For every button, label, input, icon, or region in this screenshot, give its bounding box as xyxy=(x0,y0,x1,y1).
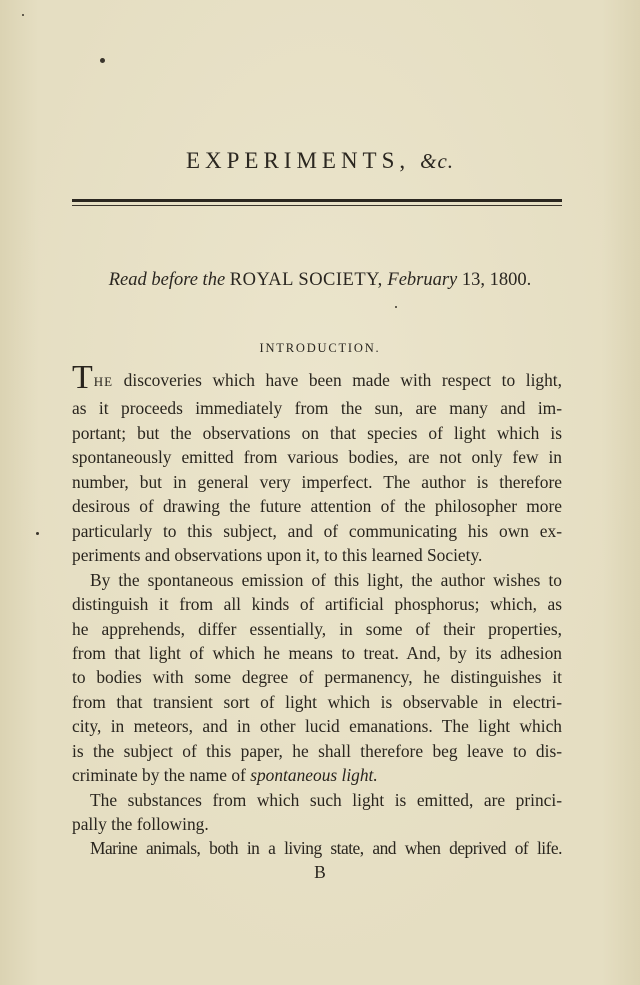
text-line: By the spontaneous emission of this light, the author wishes to xyxy=(90,570,562,590)
text-line: pally the following. xyxy=(72,814,209,834)
line-text: criminate by the name of xyxy=(72,765,246,785)
heading-rule-thick xyxy=(72,199,562,202)
drop-cap: T xyxy=(72,359,93,396)
text-line: portant; but the observations on that species of light which is xyxy=(72,423,562,443)
text-line: from that transient sort of light which is observable in electri- xyxy=(72,692,562,712)
ink-speck xyxy=(22,14,24,16)
date-month: February xyxy=(387,270,458,290)
text-line: is the subject of this paper, he shall therefore beg leave to dis- xyxy=(72,741,562,761)
line-text: discoveries which have been made with respect to light, xyxy=(123,370,562,390)
text-line: as it proceeds immediately from the sun, are many and im- xyxy=(72,398,562,418)
text-line: number, but in general very imperfect. The author is therefore xyxy=(72,472,562,492)
heading-rule-thin xyxy=(72,205,562,206)
text-line: The substances from which such light is emitted, are princi- xyxy=(90,790,562,810)
first-word-smallcaps: HE xyxy=(93,374,114,389)
read-before-line xyxy=(0,270,640,291)
ink-speck xyxy=(36,532,39,535)
text-line: particularly to this subject, and of communicating his own ex- xyxy=(72,521,562,541)
italic-term: spontaneous light. xyxy=(250,765,378,785)
text-line: to bodies with some degree of permanency, he distinguishes it xyxy=(72,667,562,687)
ink-speck xyxy=(395,306,397,308)
signature-mark: B xyxy=(314,862,326,882)
ink-speck xyxy=(100,58,105,63)
page-heading xyxy=(0,148,640,174)
text-line: he apprehends, differ essentially, in some of their properties, xyxy=(72,619,562,639)
text-line: desirous of drawing the future attention of the philosopher more xyxy=(72,496,562,516)
read-before-text: Read before the xyxy=(108,270,226,290)
text-line: distinguish it from all kinds of artificial phosphorus; which, as xyxy=(72,594,562,614)
text-line: city, in meteors, and in other lucid emanations. The light which xyxy=(72,716,562,736)
section-title: INTRODUCTION. xyxy=(259,341,381,355)
text-line: Marine animals, both in a living state, and when deprived of life. xyxy=(90,838,562,858)
date-day-year: 13, 1800. xyxy=(461,270,532,290)
text-line: from that light of which he means to treat. And, by its adhesion xyxy=(72,643,562,663)
text-line: spontaneously emitted from various bodies, are not only few in xyxy=(72,447,562,467)
text-line xyxy=(72,763,562,787)
heading-etc: &c. xyxy=(420,149,455,173)
society-name: ROYAL SOCIETY, xyxy=(229,270,383,290)
heading-title: EXPERIMENTS, xyxy=(185,148,411,173)
text-line xyxy=(72,359,562,396)
text-line: periments and observations upon it, to this learned Society. xyxy=(72,545,483,565)
